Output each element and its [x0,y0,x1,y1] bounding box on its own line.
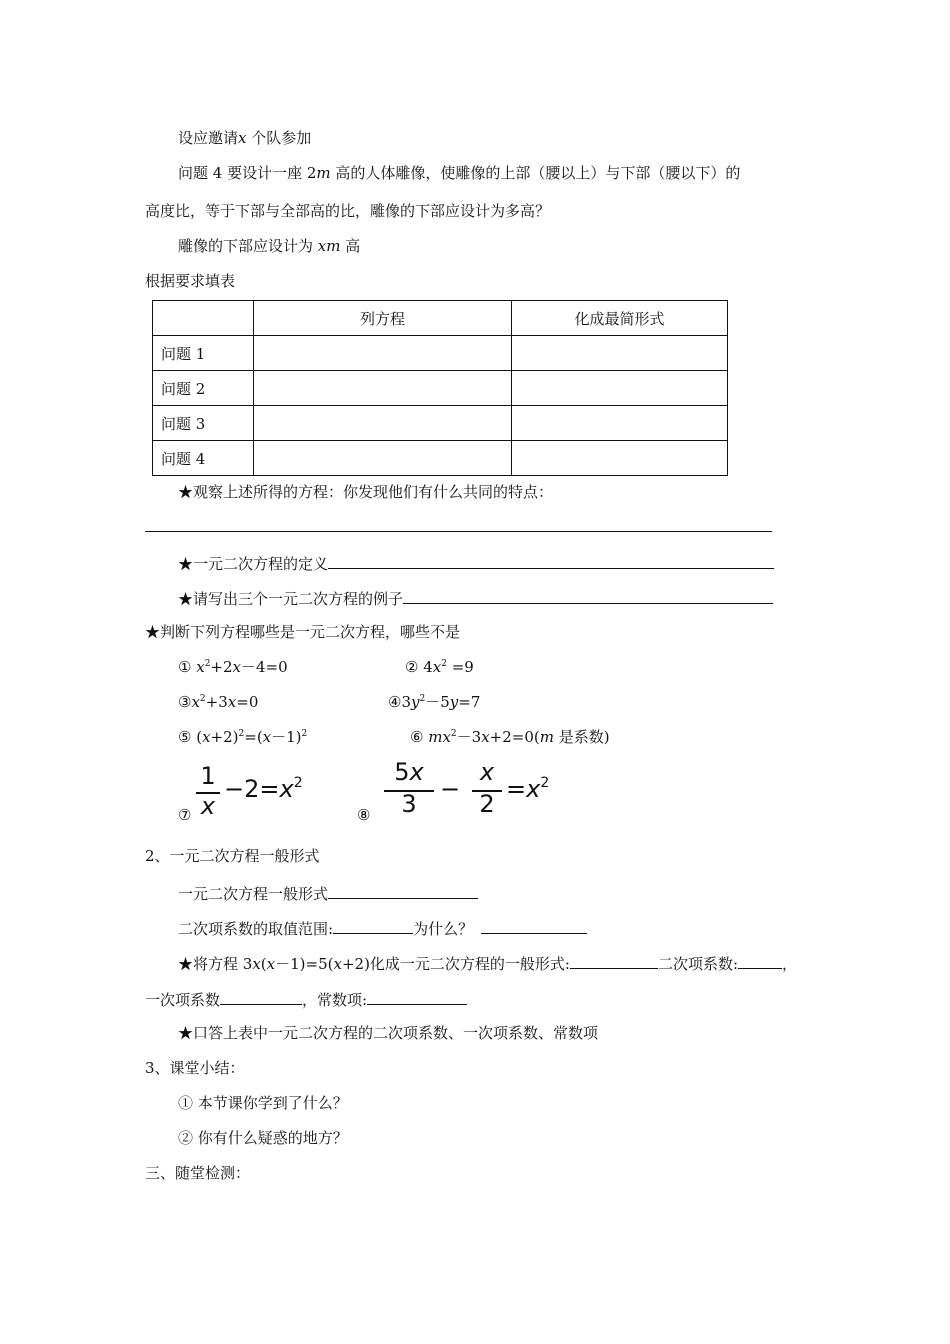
answer-blank[interactable] [328,882,478,899]
text: 一元二次方程一般形式 [178,885,329,903]
text: 二次项系数: [657,955,739,973]
equation-1: ① $x^2+2x-4=0$ [178,658,288,676]
row-label: 问题 2 [153,371,254,406]
variable: x [238,129,247,147]
denominator: 2 [479,790,495,818]
table-header-row [153,301,728,336]
coefficient-range-prompt [178,917,587,939]
section-3-heading: 3、课堂小结： [145,1059,245,1077]
text: ① [178,658,197,676]
table-row [153,336,728,371]
text: 化成一元二次方程的一般形式: [369,955,570,973]
table-cell[interactable] [254,371,512,406]
equation-8-rest: $=x^2$ [506,775,550,803]
definition-prompt [178,552,774,574]
fraction-5x-over-3 [384,758,434,822]
table-cell[interactable] [512,336,728,371]
fraction-1-over-x [196,762,220,822]
text: 高 [340,237,361,255]
table-row [153,371,728,406]
text: ⑤ ( [178,728,203,746]
answer-line[interactable] [145,531,772,532]
text: ★请写出三个一元二次方程的例子 [178,590,404,608]
observe-question: ★观察上述所得的方程：你发现他们有什么共同的特点： [178,483,554,501]
convert-prompt: ★将方程 3x(x－1)=5(x+2)化成一元二次方程的一般形式: 二次项系数: ， [178,952,797,974]
summary-question-2: ② 你有什么疑惑的地方？ [178,1129,348,1147]
paragraph-invite [178,128,311,148]
text: ★将方程 3 [178,955,253,973]
answer-blank[interactable] [367,988,467,1005]
answer-blank[interactable] [570,952,658,969]
text: ② 4 [405,658,433,676]
answer-blank[interactable] [328,552,774,569]
table-cell[interactable] [254,406,512,441]
linear-constant-prompt [145,988,467,1010]
section-4-heading: 三、随堂检测： [145,1164,251,1182]
variable: m [316,164,331,182]
row-label: 问题 3 [153,406,254,441]
variable: xm [317,237,341,255]
table-header: 列方程 [254,301,512,336]
judge-prompt: ★判断下列方程哪些是一元二次方程，哪些不是 [145,623,461,641]
fill-table-heading: 根据要求填表 [145,272,236,290]
answer-blank[interactable] [403,587,773,604]
text: ， [782,955,798,973]
table-row [153,441,728,476]
equation-4: $④3y^2-5y=7$ [388,693,481,711]
answer-blank[interactable] [220,988,302,1005]
minus-sign: − [440,775,461,803]
denominator: 3 [401,790,417,818]
numerator: x [479,758,495,786]
equation-7-label: ⑦ [178,806,192,824]
equation-5: ⑤ $(x+2)^2=(x-1)^2$ [178,728,308,746]
table-cell[interactable] [254,441,512,476]
text: 问题 4 要设计一座 2 [178,164,317,182]
text: ★一元二次方程的定义 [178,555,329,573]
text: 雕像的下部应设计为 [178,237,318,255]
table-row [153,406,728,441]
answer-blank[interactable] [481,917,587,934]
answer-blank[interactable] [333,917,413,934]
text: ④3 [388,693,411,711]
table-cell[interactable] [254,336,512,371]
text: 二次项系数的取值范围: [178,920,334,938]
text: 为什么？ [413,920,474,938]
examples-prompt [178,587,773,609]
equation-3: $③x^2+3x=0$ [178,693,259,711]
equation-6: ⑥ $mx^2-3x+2=0(m$ 是系数) [410,728,610,746]
numerator: 1 [200,762,216,790]
equation-2: ② $4x^2 =9$ [405,658,474,676]
equation-7-rest: $-2=x^2$ [224,775,303,803]
row-label: 问题 4 [153,441,254,476]
denominator: x [200,792,216,820]
fill-table [152,300,728,476]
summary-question-1: ① 本节课你学到了什么？ [178,1094,348,1112]
answer-blank[interactable] [738,952,782,969]
table-cell[interactable] [512,441,728,476]
text: 设应邀请 [178,129,239,147]
row-label: 问题 1 [153,336,254,371]
problem-4 [178,163,740,183]
table-cell[interactable] [512,406,728,441]
text: 个队参加 [246,129,312,147]
problem-4-cont: 高度比，等于下部与全部高的比，雕像的下部应设计为多高？ [145,202,551,220]
text: ，常数项: [302,991,368,1009]
table-header: 化成最简形式 [512,301,728,336]
fraction-x-over-2 [472,758,502,822]
general-form-prompt [178,882,478,904]
paragraph-statue [178,236,360,256]
numerator: 5x [394,758,424,786]
section-2-heading: 2、一元二次方程一般形式 [145,847,320,865]
oral-answer-prompt: ★口答上表中一元二次方程的二次项系数、一次项系数、常数项 [178,1024,599,1042]
text: ⑥ [410,728,429,746]
equation-8-label: ⑧ [357,806,371,824]
table-header [153,301,254,336]
text: 高的人体雕像，使雕像的上部（腰以上）与下部（腰以下）的 [330,164,741,182]
table-cell[interactable] [512,371,728,406]
text: ③ [178,693,192,711]
text: 一次项系数 [145,991,221,1009]
